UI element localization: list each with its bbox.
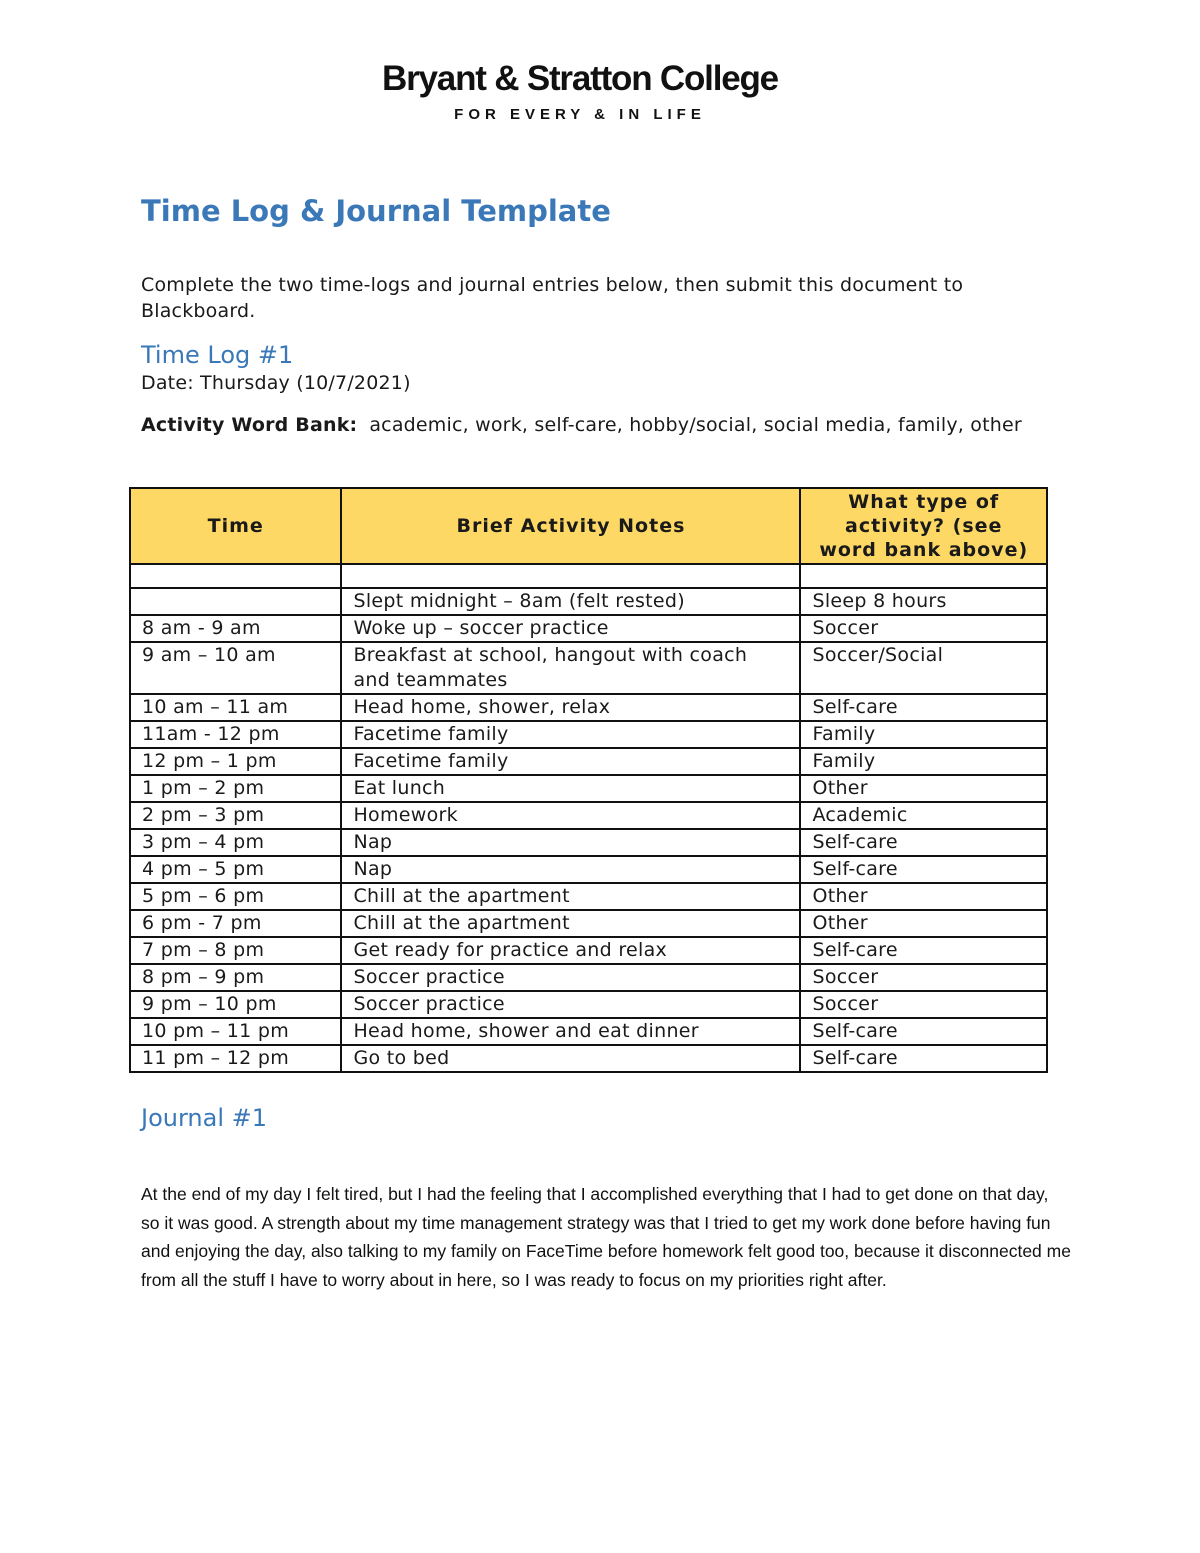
cell-notes[interactable] [341,564,800,588]
cell-time[interactable]: 2 pm – 3 pm [130,802,341,829]
word-bank-label: Activity Word Bank: [141,414,358,436]
table-row [130,883,1047,910]
table-row [130,564,1047,588]
table-row [130,991,1047,1018]
logo-tagline: FOR EVERY & IN LIFE [454,106,706,123]
table-row [130,694,1047,721]
cell-type[interactable]: Family [800,721,1047,748]
cell-type[interactable]: Soccer [800,615,1047,642]
journal-entry-text: At the end of my day I felt tired, but I had the feeling that I accomplished everything that I had to get done on that day, so it was good. A strength about my time management strategy was that I tried to get my work done before having fun and enjoying the day, also talking to my family on FaceTime before homework felt good too, because it disconnected me from all the stuff I have to worry about in here, so I was ready to focus on my priorities right after. [141,1184,1071,1291]
table-row [130,588,1047,615]
table-row [130,775,1047,802]
cell-notes[interactable]: Get ready for practice and relax [341,937,800,964]
intro-paragraph: Complete the two time-logs and journal entries below, then submit this document to Blackboard. [141,274,964,322]
cell-type[interactable]: Self-care [800,1045,1047,1072]
cell-notes[interactable]: Slept midnight – 8am (felt rested) [341,588,800,615]
cell-time[interactable]: 8 am - 9 am [130,615,341,642]
page-title: Time Log & Journal Template [141,194,611,228]
table-row [130,910,1047,937]
activity-word-bank [141,412,1061,439]
table-row [130,615,1047,642]
cell-notes[interactable]: Nap [341,856,800,883]
cell-time[interactable]: 11am - 12 pm [130,721,341,748]
cell-type[interactable]: Self-care [800,1018,1047,1045]
time-log-date: Date: Thursday (10/7/2021) [141,372,411,394]
table-row [130,748,1047,775]
table-row [130,1045,1047,1072]
cell-notes[interactable]: Soccer practice [341,964,800,991]
cell-notes[interactable]: Woke up – soccer practice [341,615,800,642]
cell-notes[interactable]: Go to bed [341,1045,800,1072]
cell-time[interactable]: 1 pm – 2 pm [130,775,341,802]
college-logo [0,58,1160,123]
cell-type[interactable]: Soccer [800,991,1047,1018]
cell-type[interactable]: Family [800,748,1047,775]
cell-notes[interactable]: Facetime family [341,721,800,748]
cell-notes[interactable]: Nap [341,829,800,856]
cell-notes[interactable]: Head home, shower and eat dinner [341,1018,800,1045]
cell-notes[interactable]: Facetime family [341,748,800,775]
table-row [130,856,1047,883]
cell-type[interactable]: Self-care [800,937,1047,964]
cell-time[interactable]: 9 am – 10 am [130,642,341,694]
header-activity-type: What type of activity? (see word bank above) [800,488,1047,564]
cell-type[interactable]: Soccer [800,964,1047,991]
cell-time[interactable]: 5 pm – 6 pm [130,883,341,910]
cell-time[interactable] [130,564,341,588]
journal-heading: Journal #1 [141,1104,268,1132]
cell-type[interactable]: Self-care [800,856,1047,883]
table-row [130,964,1047,991]
cell-type[interactable]: Soccer/Social [800,642,1047,694]
cell-time[interactable]: 8 pm – 9 pm [130,964,341,991]
cell-notes[interactable]: Head home, shower, relax [341,694,800,721]
cell-notes[interactable]: Breakfast at school, hangout with coach and teammates [341,642,800,694]
cell-time[interactable]: 12 pm – 1 pm [130,748,341,775]
table-row [130,802,1047,829]
cell-type[interactable]: Academic [800,802,1047,829]
cell-notes[interactable]: Chill at the apartment [341,910,800,937]
cell-type[interactable]: Sleep 8 hours [800,588,1047,615]
cell-time[interactable]: 7 pm – 8 pm [130,937,341,964]
document-body [141,192,1061,439]
cell-type[interactable] [800,564,1047,588]
table-row [130,829,1047,856]
header-notes: Brief Activity Notes [341,488,800,564]
time-log-heading: Time Log #1 [141,341,294,369]
cell-time[interactable] [130,588,341,615]
cell-time[interactable]: 9 pm – 10 pm [130,991,341,1018]
table-row [130,721,1047,748]
cell-time[interactable]: 6 pm - 7 pm [130,910,341,937]
cell-type[interactable]: Self-care [800,694,1047,721]
cell-notes[interactable]: Eat lunch [341,775,800,802]
table-row [130,937,1047,964]
cell-type[interactable]: Self-care [800,829,1047,856]
cell-time[interactable]: 11 pm – 12 pm [130,1045,341,1072]
cell-time[interactable]: 10 am – 11 am [130,694,341,721]
cell-time[interactable]: 4 pm – 5 pm [130,856,341,883]
table-row [130,1018,1047,1045]
cell-time[interactable]: 3 pm – 4 pm [130,829,341,856]
word-bank-text: academic, work, self-care, hobby/social, social media, family, other [369,414,1022,436]
cell-time[interactable]: 10 pm – 11 pm [130,1018,341,1045]
time-log-table [129,487,1048,1073]
table-row [130,642,1047,694]
cell-notes[interactable]: Soccer practice [341,991,800,1018]
header-time: Time [130,488,341,564]
logo-name: Bryant & Stratton College [382,59,778,98]
cell-notes[interactable]: Chill at the apartment [341,883,800,910]
cell-type[interactable]: Other [800,910,1047,937]
cell-notes[interactable]: Homework [341,802,800,829]
cell-type[interactable]: Other [800,883,1047,910]
table-header-row [130,488,1047,564]
cell-type[interactable]: Other [800,775,1047,802]
